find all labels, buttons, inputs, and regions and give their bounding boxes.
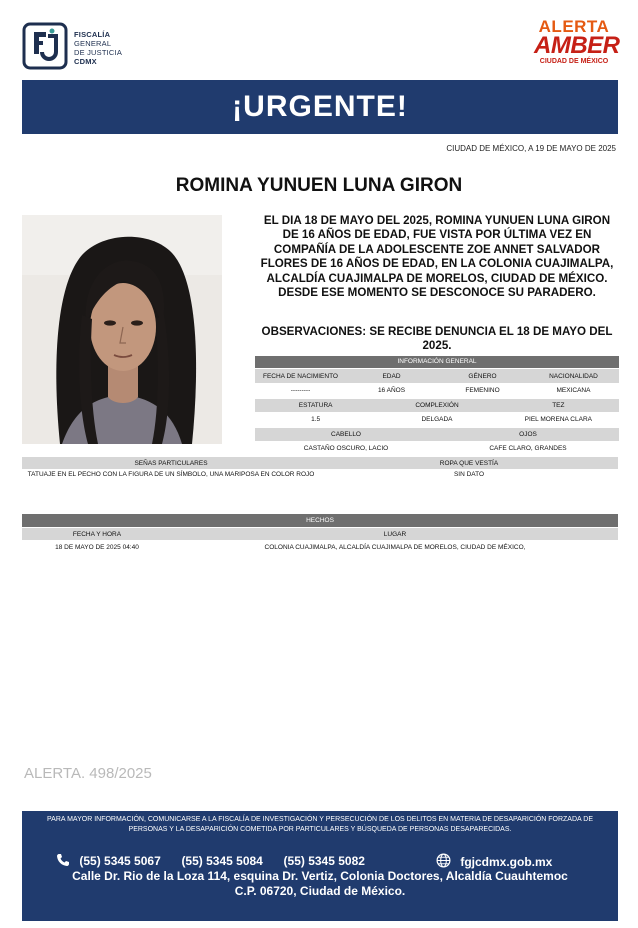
hair-value: CASTAÑO OSCURO, LACIO — [303, 444, 389, 452]
gender-value: FEMENINO — [465, 386, 500, 394]
agency-line: DE JUSTICIA — [74, 48, 123, 57]
phone-number[interactable]: (55) 5345 5084 — [181, 854, 263, 868]
complexion-value: PIEL MORENA CLARA — [524, 415, 592, 423]
address-line2: C.P. 06720, Ciudad de México. — [234, 884, 406, 898]
event-place: COLONIA CUAJIMALPA, ALCALDÍA CUAJIMALPA DE MORELOS, CIUDAD DE MÉXICO, — [264, 543, 526, 551]
hechos-header: FECHA Y HORA — [72, 530, 122, 538]
website-link[interactable]: fgjcdmx.gob.mx — [460, 855, 553, 869]
fgj-logo — [22, 22, 68, 72]
urgent-banner: ¡URGENTE! — [22, 80, 618, 134]
info-title: INFORMACIÓN GENERAL — [255, 356, 619, 368]
info-header: SEÑAS PARTICULARES — [134, 459, 208, 467]
website — [436, 853, 552, 869]
agency-line: GENERAL — [74, 39, 112, 48]
info-header: COMPLEXIÓN — [415, 402, 459, 409]
nationality-value: MEXICANA — [556, 386, 591, 394]
hechos-header: LUGAR — [383, 530, 407, 538]
info-header: ROPA QUE VESTÍA — [439, 459, 499, 467]
event-datetime: 18 DE MAYO DE 2025 04:40 — [55, 543, 139, 551]
amber-line2: AMBER — [534, 32, 620, 59]
eyes-value: CAFE CLARO, GRANDES — [489, 444, 567, 452]
phone-numbers — [56, 853, 365, 868]
agency-line: CDMX — [74, 57, 97, 66]
info-row4 — [22, 457, 618, 491]
hechos-table — [22, 528, 618, 554]
birth-date-value: --------- — [290, 386, 311, 394]
amber-line3: CIUDAD DE MÉXICO — [539, 58, 609, 65]
info-row2 — [255, 399, 619, 426]
phone-number[interactable]: (55) 5345 5067 — [79, 854, 161, 868]
info-header: TEZ — [552, 402, 565, 409]
footer — [22, 811, 618, 921]
address-line1: Calle Dr. Rio de la Loza 114, esquina Dr. Vertiz, Colonia Doctores, Alcaldía Cuauhtemoc — [72, 869, 568, 883]
info-header: CABELLO — [331, 431, 361, 438]
agency-line: FISCALÍA — [74, 30, 111, 39]
info-row3 — [255, 428, 619, 455]
amber-alert-logo — [534, 17, 620, 78]
info-header: FECHA DE NACIMIENTO — [262, 372, 338, 380]
amber-line1: ALERTA — [538, 17, 610, 36]
info-header: EDAD — [382, 372, 401, 380]
age-value: 16 AÑOS — [377, 386, 406, 394]
clothing-value: SIN DATO — [453, 471, 485, 478]
person-name: ROMINA YUNUEN LUNA GIRON — [175, 175, 463, 196]
info-header: OJOS — [519, 431, 537, 438]
agency-name — [74, 30, 122, 66]
info-header: ESTATURA — [298, 402, 333, 409]
marks-value: TATUAJE EN EL PECHO CON LA FIGURA DE UN SÍMBOLO, UNA MARIPOSA EN COLOR ROJO — [27, 471, 315, 478]
phone-number[interactable]: (55) 5345 5082 — [283, 854, 365, 868]
observations-text: OBSERVACIONES: SE RECIBE DENUNCIA EL 18 DE MAYO DEL 2025. — [261, 325, 613, 353]
footer-note: PARA MAYOR INFORMACIÓN, COMUNICARSE A LA FISCALÍA DE INVESTIGACIÓN Y PERSECUCIÓN DE LOS DELITOS EN MATERIA DE DESAPARICIÓN FORZADA DE PERSONAS Y LA DESAPARICIÓN COMETIDA POR PARTICULARES Y BÚSQUEDA DE PERSONAS DESAPARECIDAS. — [47, 816, 593, 833]
build-value: DELGADA — [421, 415, 453, 423]
globe-icon — [436, 853, 451, 868]
info-header: NACIONALIDAD — [549, 372, 598, 380]
address — [22, 869, 618, 899]
height-value: 1.5 — [311, 415, 321, 423]
person-photo — [22, 215, 222, 444]
phone-icon — [56, 853, 70, 867]
info-row1 — [255, 369, 619, 397]
hechos-title: HECHOS — [22, 514, 618, 527]
description-text: EL DIA 18 DE MAYO DEL 2025, ROMINA YUNUEN LUNA GIRON DE 16 AÑOS DE EDAD, FUE VISTA POR ÚLTIMA VEZ EN COMPAÑÍA DE LA ADOLESCENTE ZOE ANNET SALVADOR FLORES DE 16 AÑOS DE EDAD, EN LA COLONIA CUAJIMALPA, ALCALDÍA CUAJIMALPA DE MORELOS, CIUDAD DE MÉXICO. DESDE ESE MOMENTO SE DESCONOCE SU PARADERO. — [260, 214, 614, 300]
info-header: GÉNERO — [468, 372, 497, 380]
alert-number: ALERTA. 498/2025 — [24, 765, 152, 782]
dateline: CIUDAD DE MÉXICO, A 19 DE MAYO DE 2025 — [446, 144, 616, 153]
